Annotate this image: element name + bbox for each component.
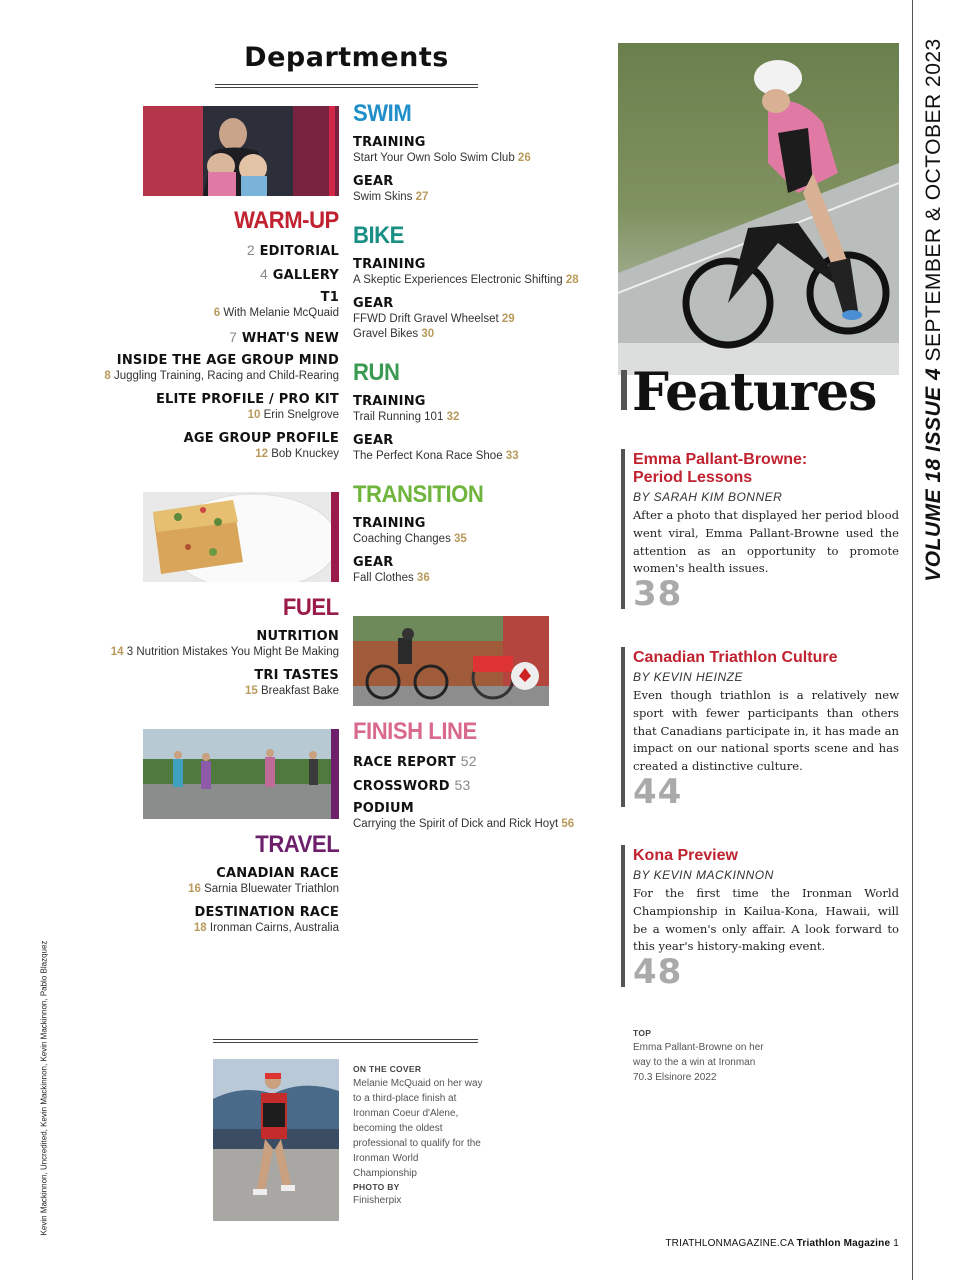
transition-training-label: TRAINING bbox=[353, 516, 426, 531]
travel-header: TRAVEL bbox=[255, 831, 339, 858]
agegroupmind-label: INSIDE THE AGE GROUP MIND bbox=[116, 353, 339, 368]
agprofile-entry[interactable] bbox=[255, 448, 339, 460]
feature-3-desc: For the first time the Ironman World Championship in Kailua-Kona, Hawaii, will be a women's only affair. A look forward to this year's history-making event. bbox=[633, 886, 899, 954]
bike-gear-text-2: Gravel Bikes bbox=[353, 328, 419, 340]
tritastes-page: 15 bbox=[245, 685, 258, 697]
podium-page: 56 bbox=[561, 818, 575, 830]
fuel-photo bbox=[143, 492, 339, 582]
footer-page: 1 bbox=[893, 1238, 899, 1249]
issue-date: SEPTEMBER & OCTOBER 2023 bbox=[922, 38, 945, 362]
feature-1-title-line-1: Emma Pallant-Browne: bbox=[633, 451, 808, 468]
crossword-label: CROSSWORD bbox=[353, 779, 450, 794]
destination-entry[interactable] bbox=[194, 922, 339, 934]
transition-header: TRANSITION bbox=[353, 481, 484, 508]
editorial-entry[interactable] bbox=[247, 242, 339, 259]
issue-divider bbox=[912, 0, 913, 1280]
swim-gear-entry[interactable] bbox=[353, 191, 428, 203]
agegroupmind-entry[interactable] bbox=[104, 370, 339, 382]
feature-2-byline: BY KEVIN HEINZE bbox=[633, 670, 743, 684]
feature-1-page: 38 bbox=[633, 574, 683, 614]
bike-training-label: TRAINING bbox=[353, 257, 426, 272]
feature-2-title[interactable]: Canadian Triathlon Culture bbox=[633, 649, 838, 666]
run-gear-label: GEAR bbox=[353, 433, 394, 448]
canadian-text: Sarnia Bluewater Triathlon bbox=[204, 883, 339, 895]
destination-page: 18 bbox=[193, 922, 207, 934]
bike-header: BIKE bbox=[353, 222, 404, 249]
feature-3-bar bbox=[621, 845, 625, 987]
bike-gear-page-1: 29 bbox=[501, 313, 515, 325]
run-training-label: TRAINING bbox=[353, 394, 426, 409]
feature-3-title[interactable]: Kona Preview bbox=[633, 847, 738, 864]
run-training-entry[interactable] bbox=[353, 411, 459, 423]
feature-2-page: 44 bbox=[633, 772, 683, 812]
footer-mag: Triathlon Magazine bbox=[796, 1238, 891, 1249]
elite-text: Erin Snelgrove bbox=[263, 409, 339, 421]
transition-gear-entry[interactable] bbox=[353, 572, 430, 584]
feature-1-bar bbox=[621, 449, 625, 609]
footer bbox=[665, 1238, 899, 1249]
cover-text: Melanie McQuaid on her way to a third-place finish at Ironman Coeur d'Alene, becoming the oldest professional to qualify for the Ironman World Championship bbox=[353, 1078, 483, 1179]
racereport-label: RACE REPORT bbox=[353, 755, 456, 770]
issue-volume: VOLUME 18 ISSUE 4 bbox=[922, 367, 945, 582]
tritastes-text: Breakfast Bake bbox=[261, 685, 339, 697]
t1-entry[interactable] bbox=[214, 307, 339, 319]
photo-credits: Kevin Mackinnon, Uncredited, Kevin Mackinnon, Kevin Mackinnon, Pablo Blazquez bbox=[39, 940, 49, 1236]
fuel-header: FUEL bbox=[283, 594, 339, 621]
racereport-entry[interactable] bbox=[353, 753, 477, 770]
whatsnew-entry[interactable] bbox=[229, 329, 339, 346]
agprofile-page: 12 bbox=[255, 448, 269, 460]
feature-1-title-line-2: Period Lessons bbox=[633, 469, 753, 486]
elite-page: 10 bbox=[247, 409, 261, 421]
warmup-header: WARM-UP bbox=[234, 207, 339, 234]
destination-text: Ironman Cairns, Australia bbox=[209, 922, 339, 934]
cover-photo bbox=[213, 1059, 339, 1221]
travel-photo bbox=[143, 729, 339, 819]
warmup-photo bbox=[143, 106, 339, 196]
podium-entry[interactable] bbox=[353, 818, 574, 830]
agegroupmind-text: Juggling Training, Racing and Child-Rearing bbox=[113, 370, 339, 382]
whatsnew-page: 7 bbox=[229, 329, 238, 345]
canadian-entry[interactable] bbox=[188, 883, 339, 895]
swim-gear-text: Swim Skins bbox=[353, 191, 413, 203]
canadian-page: 16 bbox=[188, 883, 201, 895]
top-caption-text: Emma Pallant-Browne on her way to the a win at Ironman 70.3 Elsinore 2022 bbox=[633, 1042, 764, 1083]
run-training-text: Trail Running 101 bbox=[353, 411, 444, 423]
nutrition-text: 3 Nutrition Mistakes You Might Be Making bbox=[126, 646, 339, 658]
nutrition-label: NUTRITION bbox=[256, 629, 339, 644]
transition-training-entry[interactable] bbox=[353, 533, 467, 545]
transition-gear-page: 36 bbox=[416, 572, 430, 584]
cover-heading: ON THE COVER bbox=[353, 1064, 422, 1074]
bike-gear-entry-1[interactable] bbox=[353, 313, 515, 325]
cover-rule bbox=[213, 1039, 478, 1043]
racereport-page: 52 bbox=[460, 753, 477, 769]
canadian-label: CANADIAN RACE bbox=[216, 866, 339, 881]
tritastes-label: TRI TASTES bbox=[254, 668, 339, 683]
nutrition-page: 14 bbox=[110, 646, 124, 658]
elite-entry[interactable] bbox=[248, 409, 339, 421]
swim-training-text: Start Your Own Solo Swim Club bbox=[353, 152, 515, 164]
footer-site[interactable]: TRIATHLONMAGAZINE.CA bbox=[665, 1238, 794, 1249]
run-gear-text: The Perfect Kona Race Shoe bbox=[353, 450, 503, 462]
feature-3-page: 48 bbox=[633, 952, 683, 992]
whatsnew-label: WHAT'S NEW bbox=[241, 331, 339, 346]
crossword-page: 53 bbox=[454, 777, 471, 793]
feature-3-byline: BY KEVIN MACKINNON bbox=[633, 868, 774, 882]
photo-credit: Finisherpix bbox=[353, 1195, 402, 1206]
bike-training-page: 28 bbox=[565, 274, 579, 286]
departments-rule bbox=[215, 84, 478, 88]
run-training-page: 32 bbox=[446, 411, 460, 423]
agegroupmind-page: 8 bbox=[104, 370, 111, 382]
swim-training-page: 26 bbox=[517, 152, 531, 164]
feature-1-title[interactable] bbox=[633, 451, 807, 487]
finishline-photo bbox=[353, 616, 549, 706]
swim-gear-label: GEAR bbox=[353, 174, 394, 189]
transition-gear-text: Fall Clothes bbox=[353, 572, 414, 584]
top-caption-heading: TOP bbox=[633, 1028, 652, 1038]
bike-training-entry[interactable] bbox=[353, 274, 579, 286]
destination-label: DESTINATION RACE bbox=[194, 905, 339, 920]
swim-training-label: TRAINING bbox=[353, 135, 426, 150]
editorial-label: EDITORIAL bbox=[259, 244, 339, 259]
bike-training-text: A Skeptic Experiences Electronic Shifting bbox=[353, 274, 563, 286]
feature-1-desc: After a photo that displayed her period blood went viral, Emma Pallant-Browne used the attention as an opportunity to promote women's health issues. bbox=[633, 508, 899, 576]
run-gear-entry[interactable] bbox=[353, 450, 519, 462]
t1-page: 6 bbox=[213, 307, 221, 319]
run-header: RUN bbox=[353, 359, 400, 386]
finishline-header: FINISH LINE bbox=[353, 718, 477, 745]
feature-2-bar bbox=[621, 647, 625, 807]
photo-by-heading: PHOTO BY bbox=[353, 1182, 400, 1192]
transition-gear-label: GEAR bbox=[353, 555, 394, 570]
crossword-entry[interactable] bbox=[353, 777, 470, 794]
bike-gear-label: GEAR bbox=[353, 296, 394, 311]
swim-training-entry[interactable] bbox=[353, 152, 531, 164]
tritastes-entry[interactable] bbox=[245, 685, 339, 697]
bike-gear-entry-2[interactable] bbox=[353, 328, 434, 340]
editorial-page: 2 bbox=[246, 242, 255, 258]
podium-label: PODIUM bbox=[353, 801, 414, 816]
run-gear-page: 33 bbox=[505, 450, 519, 462]
feature-2-desc: Even though triathlon is a relatively new sport with fewer participants than others that Canadians participate in, it has made an impact on our national sports scene and has created a distinctive culture. bbox=[633, 688, 899, 774]
departments-title: Departments bbox=[244, 42, 449, 73]
nutrition-entry[interactable] bbox=[111, 646, 339, 658]
issue-label bbox=[922, 38, 946, 581]
hero-photo bbox=[618, 43, 899, 375]
swim-gear-page: 27 bbox=[415, 191, 429, 203]
agprofile-text: Bob Knuckey bbox=[271, 448, 339, 460]
gallery-page: 4 bbox=[259, 266, 268, 282]
podium-text: Carrying the Spirit of Dick and Rick Hoyt bbox=[353, 818, 559, 830]
feature-1-byline: BY SARAH KIM BONNER bbox=[633, 490, 783, 504]
swim-header: SWIM bbox=[353, 100, 412, 127]
features-title: Features bbox=[632, 362, 877, 423]
agprofile-label: AGE GROUP PROFILE bbox=[183, 431, 339, 446]
t1-label: T1 bbox=[320, 290, 339, 305]
features-bar bbox=[621, 370, 627, 410]
gallery-entry[interactable] bbox=[260, 266, 339, 283]
elite-label: ELITE PROFILE / PRO KIT bbox=[155, 392, 339, 407]
bike-gear-page-2: 30 bbox=[421, 328, 435, 340]
t1-text: With Melanie McQuaid bbox=[223, 307, 339, 319]
gallery-label: GALLERY bbox=[272, 268, 339, 283]
transition-training-page: 35 bbox=[454, 533, 467, 545]
bike-gear-text-1: FFWD Drift Gravel Wheelset bbox=[353, 313, 499, 325]
transition-training-text: Coaching Changes bbox=[353, 533, 451, 545]
